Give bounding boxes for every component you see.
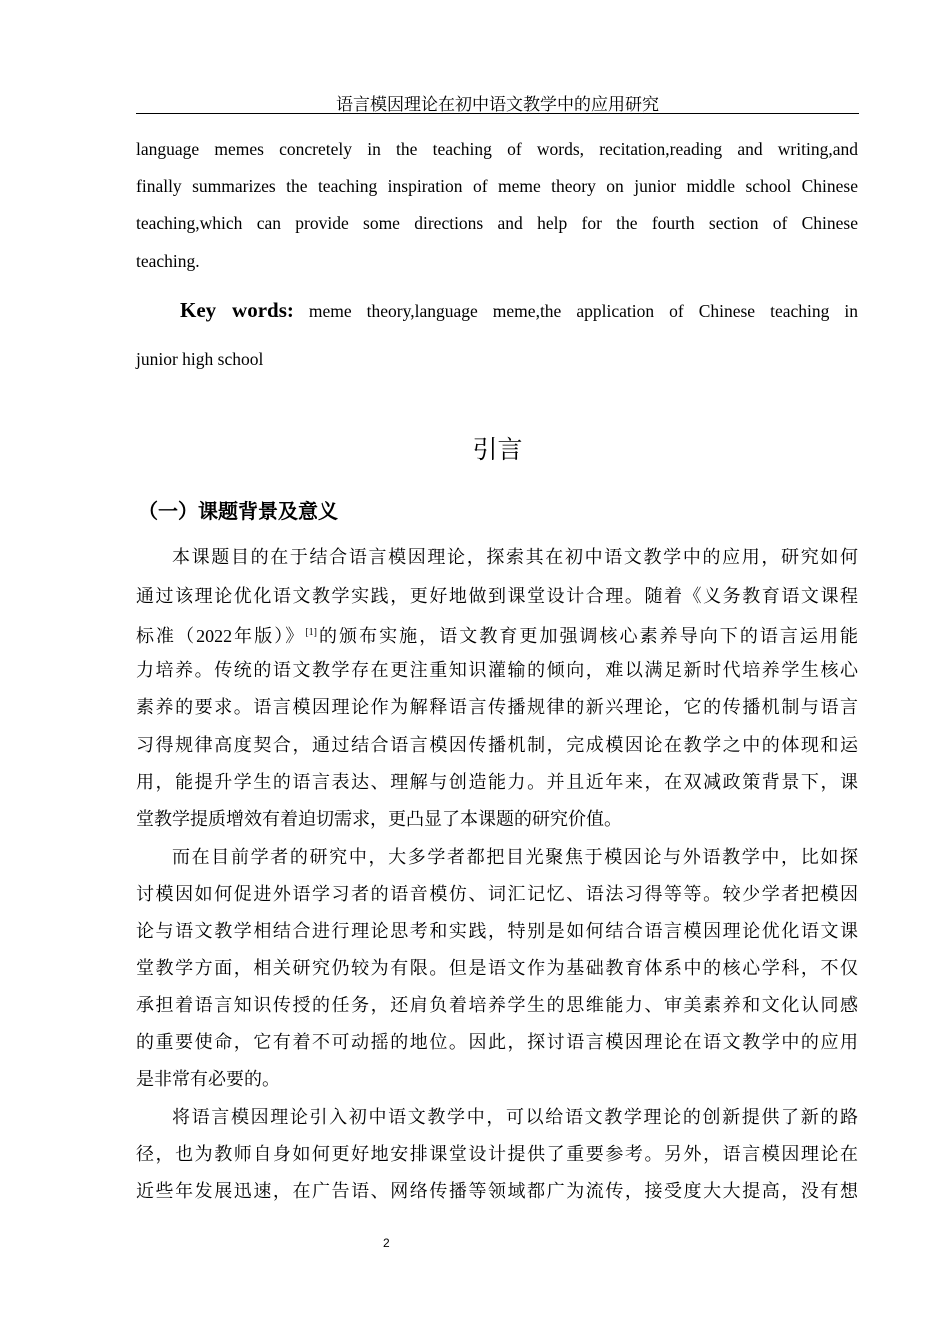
section-title: 引言 (472, 435, 523, 464)
paragraph-line: 而在目前学者的研究中，大多学者都把目光聚焦于模因论与外语教学中，比如探 (172, 847, 858, 867)
abstract-line: teaching,which can provide some directions and help for the fourth section of Chinese (136, 213, 858, 233)
citation[interactable]: [1] (305, 627, 317, 638)
paragraph-line: 力培养。传统的语文教学存在更注重知识灌输的倾向，难以满足新时代培养学生核心 (136, 660, 858, 680)
paragraph-line: 堂教学方面，相关研究仍较为有限。但是语文作为基础教育体系中的核心学科，不仅 (136, 958, 858, 978)
text: 标准（2022年版）》 (136, 626, 306, 646)
subsection-title: （一）课题背景及意义 (138, 499, 338, 523)
abstract-line: finally summarizes the teaching inspiration of meme theory on junior middle school Chinese (136, 176, 858, 196)
paragraph-line: 近些年发展迅速，在广告语、网络传播等领域都广为流传，接受度大大提高，没有想 (136, 1181, 858, 1201)
paragraph-line: 论与语文教学相结合进行理论思考和实践，特别是如何结合语言模因理论优化语文课 (136, 921, 858, 941)
paragraph-line (136, 621, 858, 648)
paragraph-line: 素养的要求。语言模因理论作为解释语言传播规律的新兴理论，它的传播机制与语言 (136, 697, 858, 717)
paragraph-line: 习得规律高度契合，通过结合语言模因传播机制，完成模因论在教学之中的体现和运 (136, 735, 858, 755)
abstract-line: teaching. (136, 251, 200, 271)
header-rule (136, 113, 859, 114)
paragraph-line: 堂教学提质增效有着迫切需求，更凸显了本课题的研究价值。 (136, 809, 622, 829)
running-header: 语言模因理论在初中语文教学中的应用研究 (336, 95, 659, 114)
paragraph-line: 将语言模因理论引入初中语文教学中，可以给语文教学理论的创新提供了新的路 (172, 1107, 858, 1127)
paragraph-line: 承担着语言知识传授的任务，还肩负着培养学生的思维能力、审美素养和文化认同感 (136, 995, 858, 1015)
paragraph-line: 讨模因如何促进外语学习者的语音模仿、词汇记忆、语法习得等等。较少学者把模因 (136, 884, 858, 904)
paragraph-line: 通过该理论优化语文教学实践，更好地做到课堂设计合理。随着《义务教育语文课程 (136, 586, 858, 606)
paragraph-line: 是非常有必要的。 (136, 1069, 280, 1089)
paragraph-line: 本课题目的在于结合语言模因理论，探索其在初中语文教学中的应用，研究如何 (172, 547, 858, 567)
keywords-line: junior high school (136, 349, 264, 369)
paragraph-line: 用，能提升学生的语言表达、理解与创造能力。并且近年来，在双减政策背景下，课 (136, 772, 858, 792)
keywords-text: meme theory,language meme,the application of Chinese teaching in (308, 301, 858, 321)
keywords-line (180, 298, 858, 323)
page-number: 2 (383, 1236, 390, 1250)
text: 的颁布实施，语文教育更加强调核心素养导向下的语言运用能 (316, 626, 859, 646)
paragraph-line: 径，也为教师自身如何更好地安排课堂设计提供了重要参考。另外，语言模因理论在 (136, 1144, 858, 1164)
paragraph-line: 的重要使命，它有着不可动摇的地位。因此，探讨语言模因理论在语文教学中的应用 (136, 1032, 858, 1052)
keywords-label: Key words: (180, 298, 294, 322)
abstract-line: language memes concretely in the teaching of words, recitation,reading and writing,and (136, 139, 858, 159)
